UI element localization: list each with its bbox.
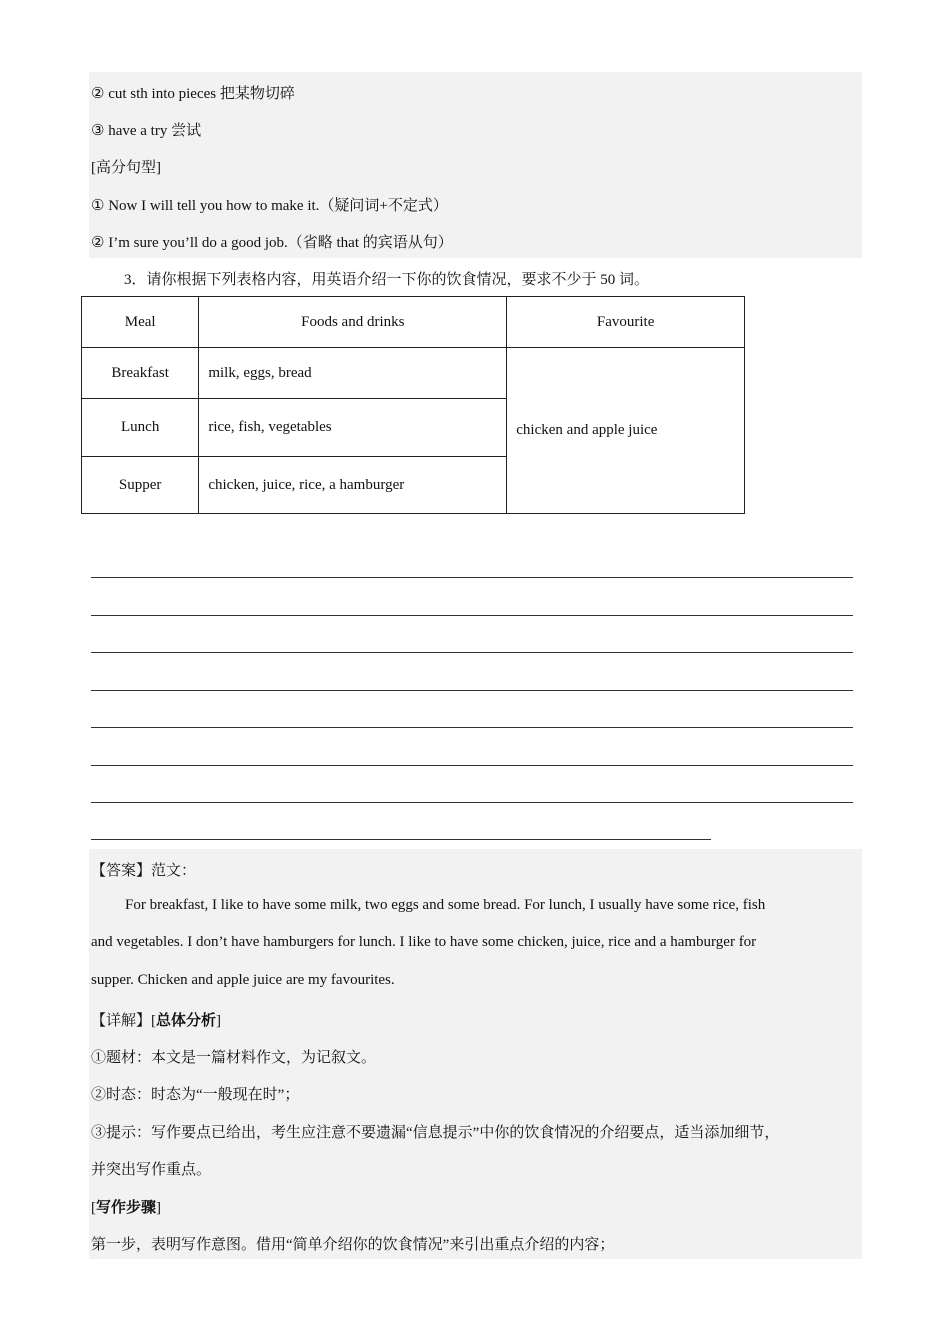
note-item-2: ③ have a try 尝试 xyxy=(91,123,202,139)
meal-cell: Supper xyxy=(82,457,199,514)
meal-cell: Breakfast xyxy=(82,348,199,399)
note-section-heading: [高分句型] xyxy=(91,160,161,176)
writing-line xyxy=(91,577,853,578)
meal-cell: Lunch xyxy=(82,399,199,457)
steps-heading xyxy=(91,1196,161,1217)
foods-cell: milk, eggs, bread xyxy=(199,348,507,399)
writing-line xyxy=(91,765,853,766)
question-text: 3．请你根据下列表格内容，用英语介绍一下你的饮食情况，要求不少于 50 词。 xyxy=(124,272,650,288)
detail-heading xyxy=(91,1009,221,1030)
table-header-row xyxy=(82,297,745,348)
detail-heading-bold: 总体分析 xyxy=(156,1013,217,1029)
writing-line xyxy=(91,615,853,616)
steps-suffix: ] xyxy=(156,1200,162,1216)
foods-cell: chicken, juice, rice, a hamburger xyxy=(199,457,507,514)
note-item-4: ② I’m sure you’ll do a good job.（省略 that 的宾语从句） xyxy=(91,235,453,251)
essay-line-3: supper. Chicken and apple juice are my favourites. xyxy=(91,972,395,988)
steps-heading-bold: 写作步骤 xyxy=(96,1200,157,1216)
writing-line xyxy=(91,802,853,803)
detail-point-3-cont: 并突出写作重点。 xyxy=(91,1162,212,1178)
detail-point-3: ③提示：写作要点已给出，考生应注意不要遗漏“信息提示”中你的饮食情况的介绍要点，适当添加细节， xyxy=(91,1125,780,1141)
foods-cell: rice, fish, vegetables xyxy=(199,399,507,457)
note-item-1: ② cut sth into pieces 把某物切碎 xyxy=(91,86,295,102)
writing-line xyxy=(91,652,853,653)
step-one: 第一步，表明写作意图。借用“简单介绍你的饮食情况”来引出重点介绍的内容； xyxy=(91,1237,615,1253)
table-row xyxy=(82,348,745,399)
writing-line xyxy=(91,839,711,840)
meal-table xyxy=(81,296,745,514)
writing-line xyxy=(91,727,853,728)
favourite-cell: chicken and apple juice xyxy=(507,348,745,514)
steps-prefix: [ xyxy=(91,1200,96,1216)
header-favourite: Favourite xyxy=(507,297,745,348)
essay-line-1: For breakfast, I like to have some milk, two eggs and some bread. For lunch, I usually have some rice, fish xyxy=(125,897,766,913)
header-foods: Foods and drinks xyxy=(199,297,507,348)
detail-point-1: ①题材：本文是一篇材料作文，为记叙文。 xyxy=(91,1050,377,1066)
header-meal: Meal xyxy=(82,297,199,348)
detail-point-2: ②时态：时态为“一般现在时”； xyxy=(91,1087,300,1103)
writing-line xyxy=(91,690,853,691)
answer-label: 【答案】范文： xyxy=(91,863,197,879)
note-item-3: ① Now I will tell you how to make it.（疑问词+不定式） xyxy=(91,198,448,214)
detail-prefix: 【详解】[ xyxy=(91,1013,156,1029)
detail-suffix: ] xyxy=(216,1013,222,1029)
essay-line-2: and vegetables. I don’t have hamburgers for lunch. I like to have some chicken, juice, rice and a hamburger for xyxy=(91,934,757,950)
